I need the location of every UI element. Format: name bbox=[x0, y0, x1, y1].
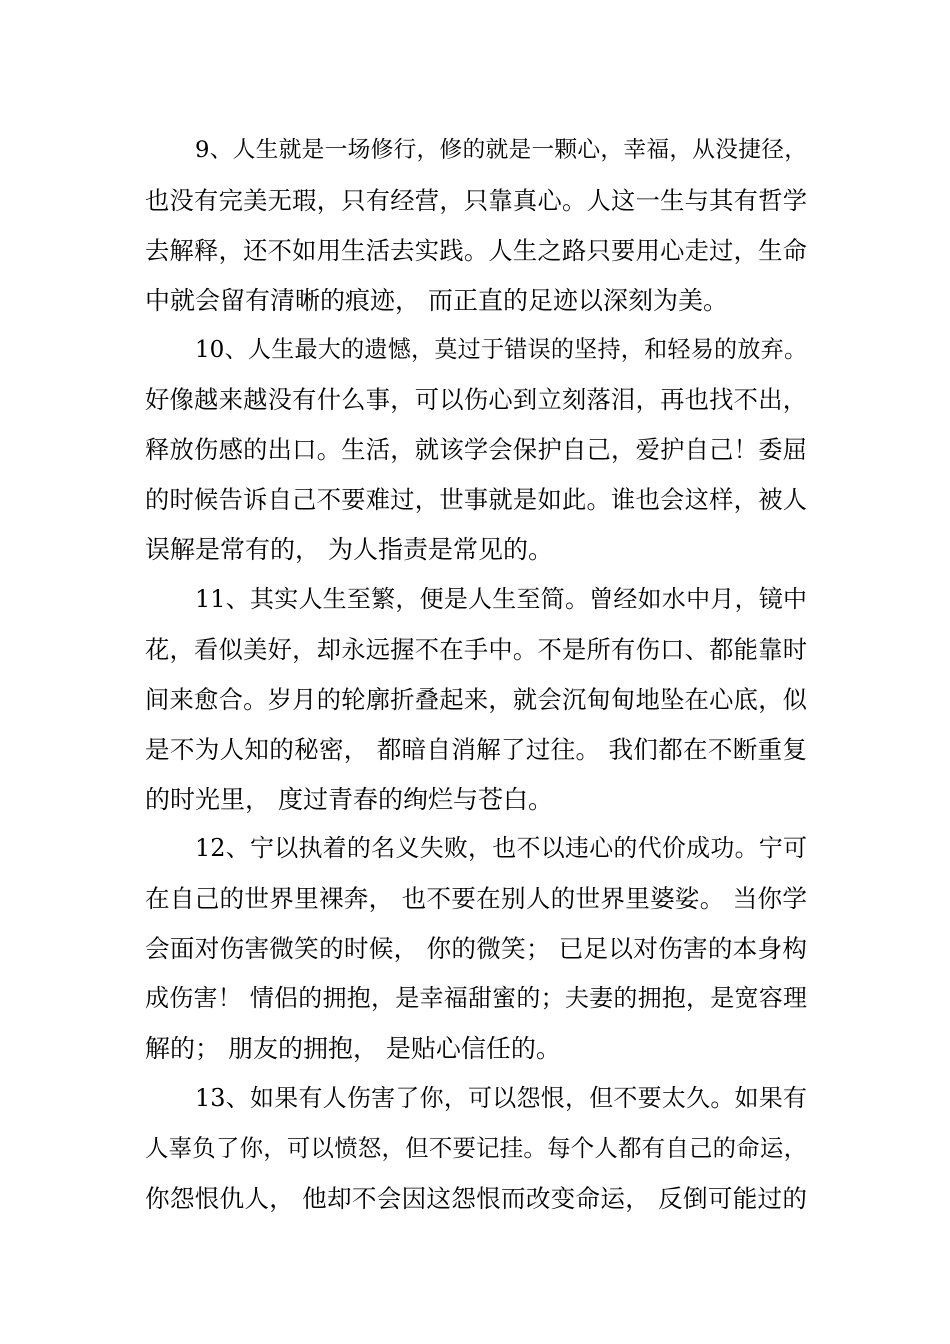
text-line: 12、宁以执着的名义失败，也不以违心的代价成功。宁可 bbox=[195, 834, 807, 863]
text-line: 误解是常有的， 为人指责是常见的。 bbox=[145, 535, 553, 565]
text-line: 释放伤感的出口。生活，就该学会保护自己，爱护自己！委屈 bbox=[145, 435, 807, 465]
text-line: 会面对伤害微笑的时候， 你的微笑； 已足以对伤害的本身构 bbox=[145, 934, 807, 964]
text-line: 在自己的世界里裸奔， 也不要在别人的世界里婆娑。 当你学 bbox=[145, 884, 807, 914]
text-line: 成伤害！ 情侣的拥抱，是幸福甜蜜的；夫妻的拥抱，是宽容理 bbox=[145, 984, 807, 1013]
text-line: 你怨恨仇人， 他却不会因这怨恨而改变命运， 反倒可能过的 bbox=[145, 1183, 807, 1213]
text-line: 也没有完美无瑕，只有经营，只靠真心。人这一生与其有哲学 bbox=[145, 185, 807, 215]
text-line: 的时光里， 度过青春的绚烂与苍白。 bbox=[145, 784, 553, 814]
text-line: 9、人生就是一场修行，修的就是一颗心，幸福，从没捷径， bbox=[195, 137, 807, 163]
text-line: 11、其实人生至繁，便是人生至简。曾经如水中月，镜中 bbox=[195, 585, 807, 614]
paragraph-13 bbox=[145, 1074, 807, 1224]
text-line: 10、人生最大的遗憾，莫过于错误的坚持，和轻易的放弃。 bbox=[195, 336, 807, 363]
text-line: 去解释，还不如用生活去实践。人生之路只要用心走过，生命 bbox=[145, 235, 807, 265]
text-line: 的时候告诉自己不要难过，世事就是如此。谁也会这样，被人 bbox=[145, 485, 807, 515]
text-line: 13、如果有人伤害了你，可以怨恨，但不要太久。如果有 bbox=[195, 1083, 807, 1112]
text-line: 是不为人知的秘密， 都暗自消解了过往。 我们都在不断重复 bbox=[145, 734, 807, 764]
paragraph-10 bbox=[145, 326, 807, 575]
text-line: 间来愈合。岁月的轮廓折叠起来，就会沉甸甸地坠在心底，似 bbox=[145, 684, 807, 714]
text-line: 解的； 朋友的拥抱， 是贴心信任的。 bbox=[145, 1034, 561, 1064]
paragraph-11 bbox=[145, 575, 807, 824]
text-line: 花，看似美好，却永远握不在手中。不是所有伤口、都能靠时 bbox=[145, 634, 807, 664]
paragraph-9 bbox=[145, 126, 807, 326]
paragraph-12 bbox=[145, 824, 807, 1073]
text-line: 人辜负了你，可以愤怒，但不要记挂。每个人都有自己的命运， bbox=[145, 1133, 807, 1162]
document-body bbox=[145, 126, 807, 1224]
text-line: 中就会留有清晰的痕迹， 而正直的足迹以深刻为美。 bbox=[145, 285, 728, 315]
text-line: 好像越来越没有什么事，可以伤心到立刻落泪，再也找不出， bbox=[145, 385, 807, 415]
